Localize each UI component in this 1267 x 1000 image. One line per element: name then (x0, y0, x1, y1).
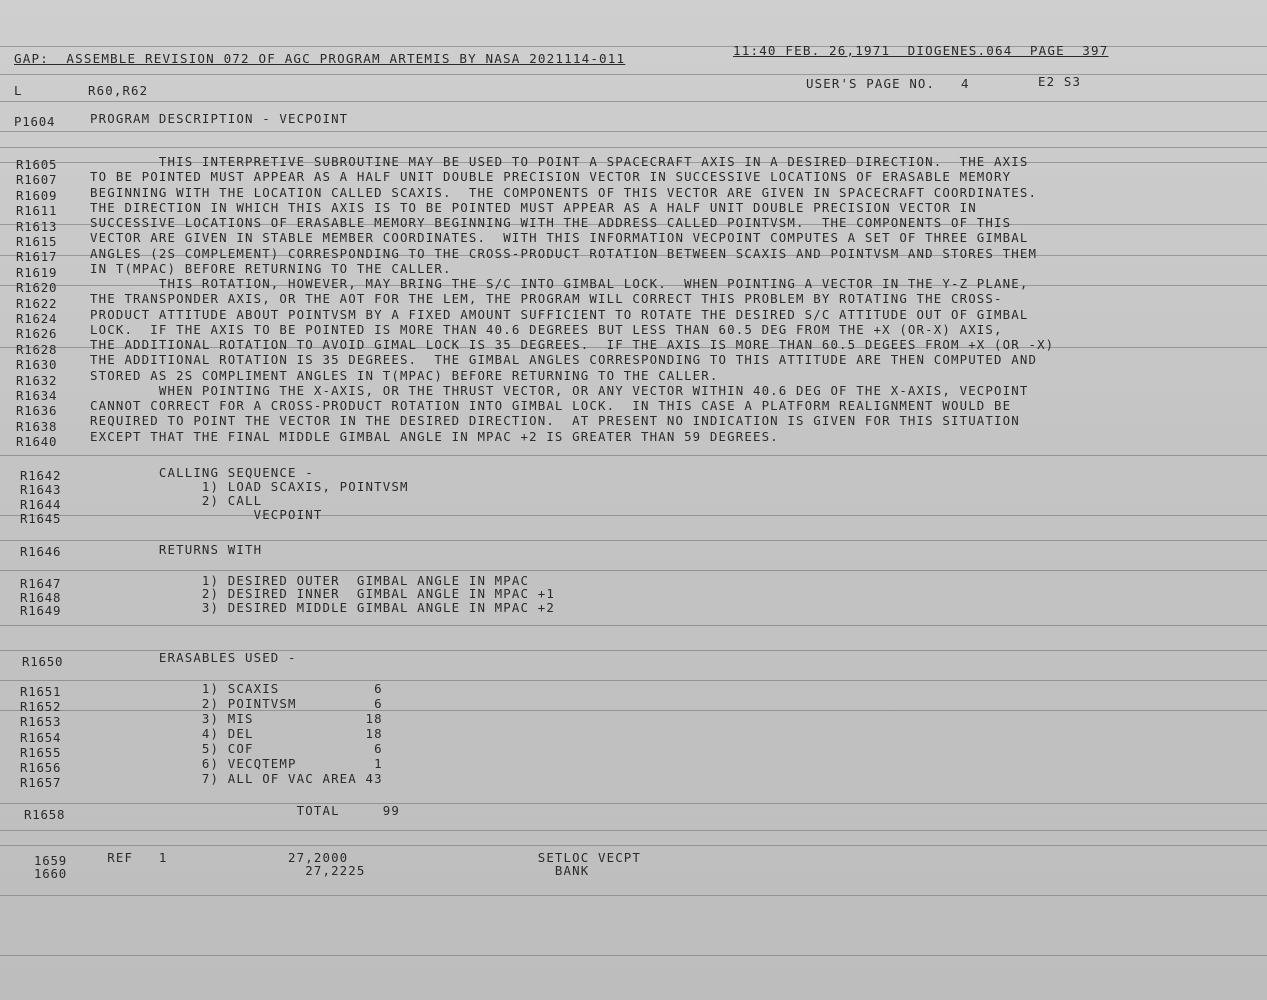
program-description-title: PROGRAM DESCRIPTION - VECPOINT (90, 111, 349, 126)
erasable-line-tag: R1657 (20, 775, 62, 791)
returns-list-line-text: 3) DESIRED MIDDLE GIMBAL ANGLE IN MPAC +2 (90, 599, 555, 615)
users-page-number: USER'S PAGE NO. 4 (806, 76, 970, 91)
description-line-text: ANGLES (2S COMPLEMENT) CORRESPONDING TO THE CROSS-PRODUCT ROTATION BETWEEN SCAXIS AND POINTVSM AND STORES THEM (90, 245, 1038, 261)
description-line-tag: R1636 (16, 403, 58, 419)
description-line-text: THIS INTERPRETIVE SUBROUTINE MAY BE USED TO POINT A SPACECRAFT AXIS IN A DESIRED DIRECTION. THE AXIS (90, 154, 1029, 169)
description-line-text: PRODUCT ATTITUDE ABOUT POINTVSM BY A FIXED AMOUNT SUFFICIENT TO ROTATE THE DESIRED S/C ATTITUDE OUT OF GIMBAL (90, 306, 1029, 322)
description-line-tag: R1640 (16, 434, 58, 450)
subheader-routines: R60,R62 (88, 83, 149, 98)
description-line-text: CANNOT CORRECT FOR A CROSS-PRODUCT ROTATION INTO GIMBAL LOCK. IN THIS CASE A PLATFORM REALIGNMENT WOULD BE (90, 398, 1012, 413)
description-line-text: SUCCESSIVE LOCATIONS OF ERASABLE MEMORY BEGINNING WITH THE ADDRESS CALLED POINTVSM. THE COMPONENTS OF THIS (90, 215, 1012, 230)
description-line-tag: R1634 (16, 388, 58, 403)
calling-sequence-line-text: CALLING SEQUENCE - (90, 465, 314, 480)
total-line: TOTAL 99 (90, 803, 400, 818)
description-line-tag: R1605 (16, 157, 58, 172)
code-line-tag: 1660 (34, 866, 68, 881)
description-line-tag: R1626 (16, 326, 58, 342)
returns-heading-tag: R1646 (20, 544, 62, 559)
description-line-tag: R1632 (16, 372, 58, 388)
erasables-heading-tag: R1650 (22, 654, 64, 669)
returns-list-line-text: 2) DESIRED INNER GIMBAL ANGLE IN MPAC +1 (90, 586, 555, 602)
calling-sequence-line-text: VECPOINT (90, 507, 323, 523)
returns-list-line-tag: R1647 (20, 576, 62, 591)
erasable-line-tag: R1654 (20, 729, 62, 745)
calling-sequence-line-text: 1) LOAD SCAXIS, POINTVSM (90, 479, 409, 495)
description-line-text: LOCK. IF THE AXIS TO BE POINTED IS MORE THAN 40.6 DEGREES BUT LESS THAN 60.5 DEG FROM THE +X (OR-X) AXIS, (90, 321, 1003, 337)
listing-header-right: 11:40 FEB. 26,1971 DIOGENES.064 PAGE 397 (733, 43, 1109, 58)
description-line-tag: R1630 (16, 357, 58, 373)
description-line-tag: R1620 (16, 280, 58, 296)
description-line-text: THE TRANSPONDER AXIS, OR THE AOT FOR THE LEM, THE PROGRAM WILL CORRECT THIS PROBLEM BY ROTATING THE CROSS- (90, 291, 1003, 307)
returns-list-line-tag: R1648 (20, 589, 62, 605)
code-line-tag: 1659 (34, 853, 68, 868)
erasable-line-tag: R1653 (20, 714, 62, 730)
erasable-line-tag: R1655 (20, 744, 62, 760)
code-line-text: REF 1 27,2000 SETLOC VECPT (90, 850, 642, 865)
description-line-text: THE ADDITIONAL ROTATION TO AVOID GIMAL LOCK IS 35 DEGREES. IF THE AXIS IS MORE THAN 60.5 DEGEES FROM +X (OR -X) (90, 337, 1055, 352)
erasable-line-tag: R1651 (20, 684, 62, 699)
erasable-line-tag: R1656 (20, 760, 62, 775)
description-line-tag: R1622 (16, 295, 58, 311)
description-line-text: TO BE POINTED MUST APPEAR AS A HALF UNIT DOUBLE PRECISION VECTOR IN SUCCESSIVE LOCATIONS OF ERASABLE MEMORY (90, 169, 1012, 185)
description-line-text: THE DIRECTION IN WHICH THIS AXIS IS TO BE POINTED MUST APPEAR AS A HALF UNIT DOUBLE PRECISION VECTOR IN (90, 199, 977, 215)
subheader-code: E2 S3 (1038, 74, 1082, 89)
description-line-tag: R1624 (16, 311, 58, 326)
calling-sequence-line-tag: R1645 (20, 510, 62, 526)
description-line-text: EXCEPT THAT THE FINAL MIDDLE GIMBAL ANGLE IN MPAC +2 IS GREATER THAN 59 DEGREES. (90, 428, 779, 444)
calling-sequence-line-text: 2) CALL (90, 493, 263, 509)
description-line-text: STORED AS 2S COMPLIMENT ANGLES IN T(MPAC) BEFORE RETURNING TO THE CALLER. (90, 367, 719, 383)
description-line-tag: R1628 (16, 341, 58, 357)
description-line-text: BEGINNING WITH THE LOCATION CALLED SCAXIS. THE COMPONENTS OF THIS VECTOR ARE GIVEN IN SPACECRAFT COORDINATES. (90, 184, 1038, 200)
listing-header-left: GAP: ASSEMBLE REVISION 072 OF AGC PROGRAM ARTEMIS BY NASA 2021114-011 (14, 51, 626, 66)
erasable-line-text: 6) VECQTEMP 1 (90, 756, 383, 772)
description-line-tag: R1611 (16, 203, 58, 219)
total-tag: R1658 (24, 807, 66, 822)
description-line-text: REQUIRED TO POINT THE VECTOR IN THE DESIRED DIRECTION. AT PRESENT NO INDICATION IS GIVEN FOR THIS SITUATION (90, 413, 1020, 429)
erasable-line-text: 3) MIS 18 (90, 711, 383, 727)
description-line-text: THE ADDITIONAL ROTATION IS 35 DEGREES. THE GIMBAL ANGLES CORRESPONDING TO THIS ATTITUDE ARE THEN COMPUTED AND (90, 352, 1038, 368)
description-line-text: THIS ROTATION, HOWEVER, MAY BRING THE S/C INTO GIMBAL LOCK. WHEN POINTING A VECTOR IN THE Y-Z PLANE, (90, 276, 1029, 291)
code-line-text: 27,2225 BANK (90, 862, 590, 878)
description-line-tag: R1613 (16, 218, 58, 234)
calling-sequence-line-tag: R1643 (20, 482, 62, 498)
program-line-tag: P1604 (14, 114, 56, 129)
erasables-heading: ERASABLES USED - (90, 650, 297, 665)
returns-heading-text: RETURNS WITH (90, 542, 263, 557)
description-line-text: WHEN POINTING THE X-AXIS, OR THE THRUST VECTOR, OR ANY VECTOR WITHIN 40.6 DEG OF THE X-AXIS, VECPOINT (90, 382, 1029, 398)
description-line-tag: R1615 (16, 234, 58, 249)
description-line-text: VECTOR ARE GIVEN IN STABLE MEMBER COORDINATES. WITH THIS INFORMATION VECPOINT COMPUTES A SET OF THREE GIMBAL (90, 230, 1029, 246)
description-line-tag: R1607 (16, 172, 58, 188)
erasable-line-text: 4) DEL 18 (90, 726, 383, 742)
returns-list-line-text: 1) DESIRED OUTER GIMBAL ANGLE IN MPAC (90, 573, 530, 588)
description-line-tag: R1617 (16, 249, 58, 265)
erasable-line-text: 7) ALL OF VAC AREA 43 (90, 771, 383, 787)
calling-sequence-line-tag: R1642 (20, 468, 62, 483)
erasable-line-text: 2) POINTVSM 6 (90, 696, 383, 712)
returns-list-line-tag: R1649 (20, 603, 62, 618)
erasable-line-text: 5) COF 6 (90, 741, 383, 757)
erasable-line-tag: R1652 (20, 699, 62, 715)
subheader-tag: L (14, 83, 23, 98)
description-line-tag: R1638 (16, 418, 58, 434)
description-line-text: IN T(MPAC) BEFORE RETURNING TO THE CALLER. (90, 260, 452, 276)
description-line-tag: R1609 (16, 187, 58, 203)
calling-sequence-line-tag: R1644 (20, 496, 62, 512)
erasable-line-text: 1) SCAXIS 6 (90, 681, 383, 696)
description-line-tag: R1619 (16, 264, 58, 280)
